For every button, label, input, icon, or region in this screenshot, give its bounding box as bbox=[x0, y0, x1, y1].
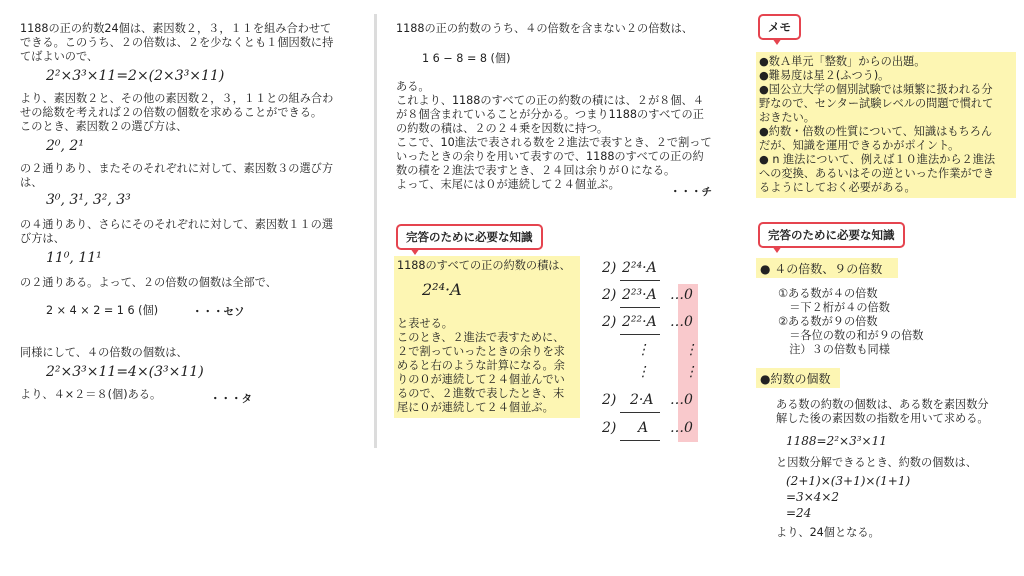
middle-knowledge-line-8: 尾に０が連続して２４個並ぶ。 bbox=[397, 401, 554, 414]
middle-paragraph-2-line-1: ある。 bbox=[396, 80, 430, 93]
left-paragraph-2-line-1: より、素因数２と、その他の素因数２，３，１１との組み合わ bbox=[20, 92, 334, 105]
middle-knowledge-line-7: るので、２進数で表したとき、末 bbox=[397, 387, 565, 400]
division-rule-1 bbox=[620, 280, 660, 281]
middle-paragraph-1: 1188の正の約数のうち、４の倍数を含まない２の倍数は、 bbox=[396, 22, 693, 35]
section-1-line-1: ①ある数が４の倍数 bbox=[778, 287, 878, 300]
middle-paragraph-2-line-5: ここで、10進法で表される数を２進法で表すとき、２で割って bbox=[396, 136, 712, 149]
section-2-equation-3: =3×4×2 bbox=[786, 490, 840, 504]
division-remainder-2: …0 bbox=[670, 287, 693, 303]
left-equation-2: 2⁰, 2¹ bbox=[46, 138, 84, 154]
left-equation-5: 2²×3³×11=4×(3³×11) bbox=[46, 364, 204, 380]
left-equation-3: 3⁰, 3¹, 3², 3³ bbox=[46, 192, 131, 208]
left-paragraph-4-line-1: の４通りあり、さらにそのそれぞれに対して、素因数１１の選 bbox=[20, 218, 334, 231]
division-value-4: ⋮ bbox=[636, 342, 650, 358]
division-remainder-6: …0 bbox=[670, 392, 693, 408]
section-2-equation-2: (2+1)×(3+1)×(1+1) bbox=[786, 474, 911, 488]
division-remainder-5: ⋮ bbox=[684, 364, 698, 380]
middle-knowledge-heading: 完答のために必要な知識 bbox=[396, 224, 543, 250]
middle-paragraph-2-line-6: いったときの余りを用いて表すので、1188のすべての正の約 bbox=[396, 150, 704, 163]
division-rule-2 bbox=[620, 307, 660, 308]
middle-answer-tag: ・・・チ bbox=[670, 186, 712, 198]
division-rule-3 bbox=[620, 334, 660, 335]
section-2-equation-1: 1188=2²×3³×11 bbox=[786, 434, 887, 448]
left-paragraph-3-line-2: は、 bbox=[20, 176, 43, 189]
division-rule-7 bbox=[620, 440, 660, 441]
memo-line-7: だが、知識を運用できるかがポイント。 bbox=[759, 139, 960, 152]
division-remainder-4: ⋮ bbox=[684, 342, 698, 358]
left-paragraph-7: より、４×２＝８(個)ある。 bbox=[20, 388, 162, 401]
section-1-line-5: 注）３の倍数も同様 bbox=[778, 343, 890, 356]
remainder-highlight bbox=[678, 284, 698, 442]
left-answer-tag-1: ・・・セソ bbox=[192, 306, 245, 318]
left-paragraph-6: 同様にして、４の倍数の個数は、 bbox=[20, 346, 188, 359]
memo-line-1: ●数Ａ単元「整数」からの出題。 bbox=[759, 55, 926, 68]
right-knowledge-heading: 完答のために必要な知識 bbox=[758, 222, 905, 248]
memo-line-10: るようにしておく必要がある。 bbox=[759, 181, 916, 194]
division-rule-6 bbox=[620, 412, 660, 413]
middle-knowledge-line-6: りの０が連続して２４個並んでい bbox=[397, 373, 565, 386]
left-paragraph-2-line-3: このとき、素因数２の選び方は、 bbox=[20, 120, 188, 133]
section-2-line-3: と因数分解できるとき、約数の個数は、 bbox=[776, 456, 977, 469]
middle-knowledge-line-1: 1188のすべての正の約数の積は、 bbox=[397, 259, 571, 272]
middle-paragraph-2-line-7: 数の積を２進法で表すとき、２４回は余りが０になる。 bbox=[396, 164, 676, 177]
section-2-line-1: ある数の約数の個数は、ある数を素因数分 bbox=[776, 398, 989, 411]
middle-calc: 1 6 − 8 = 8 (個) bbox=[422, 52, 511, 65]
middle-knowledge-line-4: ２で割っていったときの余りを求 bbox=[397, 345, 565, 358]
left-equation-1: 2²×3³×11=2×(2×3³×11) bbox=[46, 68, 225, 84]
division-divisor-2: 2) bbox=[602, 287, 617, 303]
division-divisor-6: 2) bbox=[602, 392, 617, 408]
memo-line-6: ●約数・倍数の性質について、知識はもちろん bbox=[759, 125, 993, 138]
division-divisor-3: 2) bbox=[602, 314, 617, 330]
division-value-7: A bbox=[638, 420, 649, 436]
left-paragraph-4-line-2: び方は、 bbox=[20, 232, 65, 245]
memo-line-5: おきたい。 bbox=[759, 111, 815, 124]
memo-line-2: ●難易度は星２(ふつう)。 bbox=[759, 69, 890, 82]
middle-knowledge-line-2: と表せる。 bbox=[397, 317, 453, 330]
left-paragraph-1-line-2: できる。このうち、２の倍数は、２を少なくとも１個因数に持 bbox=[20, 36, 334, 49]
section-2-equation-4: =24 bbox=[786, 506, 812, 520]
left-paragraph-1-line-3: てばよいので、 bbox=[20, 50, 99, 63]
left-paragraph-2-line-2: せの総数を考えれば２の倍数の個数を求めることができる。 bbox=[20, 106, 323, 119]
division-remainder-7: …0 bbox=[670, 420, 693, 436]
memo-line-8: ● n 進法について、例えば１０進法から２進法 bbox=[759, 153, 996, 166]
memo-line-9: への変換、あるいはその逆といった作業ができ bbox=[759, 167, 994, 180]
left-answer-tag-2: ・・・タ bbox=[210, 393, 252, 405]
middle-paragraph-2-line-3: が８個含まれていることが分かる。つまり1188のすべての正 bbox=[396, 108, 704, 121]
division-value-3: 2²²·A bbox=[622, 314, 657, 330]
column-divider bbox=[374, 14, 377, 448]
division-value-6: 2·A bbox=[630, 392, 654, 408]
memo-line-4: 野なので、センター試験レベルの問題で慣れて bbox=[759, 97, 994, 110]
section-1-line-2: ＝下２桁が４の倍数 bbox=[778, 301, 890, 314]
section-2-line-4: より、24個となる。 bbox=[776, 526, 880, 539]
middle-paragraph-2-line-8: よって、末尾には０が連続して２４個並ぶ。 bbox=[396, 178, 620, 191]
left-calc-1: 2 × 4 × 2 = 1 6 (個) bbox=[46, 304, 159, 317]
section-1-line-3: ②ある数が９の倍数 bbox=[778, 315, 878, 328]
middle-paragraph-2-line-2: これより、1188のすべての正の約数の積には、２が８個、４ bbox=[396, 94, 704, 107]
left-paragraph-5: の２通りある。よって、２の倍数の個数は全部で、 bbox=[20, 276, 277, 289]
section-2-title: ●約数の個数 bbox=[760, 372, 831, 386]
division-value-1: 2²⁴·A bbox=[622, 260, 657, 276]
memo-heading: メモ bbox=[758, 14, 801, 40]
middle-knowledge-line-5: めると右のような計算になる。余 bbox=[397, 359, 565, 372]
left-equation-4: 11⁰, 11¹ bbox=[46, 250, 102, 266]
section-2-line-2: 解した後の素因数の指数を用いて求める。 bbox=[776, 412, 989, 425]
division-value-2: 2²³·A bbox=[622, 287, 657, 303]
division-value-5: ⋮ bbox=[636, 364, 650, 380]
middle-paragraph-2-line-4: の約数の積は、２の２４乗を因数に持つ。 bbox=[396, 122, 609, 135]
left-paragraph-1-line-1: 1188の正の約数24個は、素因数２，３，１１を組み合わせて bbox=[20, 22, 332, 35]
division-divisor-7: 2) bbox=[602, 420, 617, 436]
division-remainder-3: …0 bbox=[670, 314, 693, 330]
middle-knowledge-line-3: このとき、２進法で表すために、 bbox=[397, 331, 565, 344]
memo-line-3: ●国公立大学の個別試験では頻繁に扱われる分 bbox=[759, 83, 993, 96]
division-divisor-1: 2) bbox=[602, 260, 617, 276]
left-paragraph-3-line-1: の２通りあり、またそのそれぞれに対して、素因数３の選び方 bbox=[20, 162, 334, 175]
section-1-line-4: ＝各位の数の和が９の倍数 bbox=[778, 329, 924, 342]
middle-knowledge-expression: 2²⁴·A bbox=[422, 280, 462, 299]
section-1-title: ● ４の倍数、９の倍数 bbox=[760, 262, 883, 276]
